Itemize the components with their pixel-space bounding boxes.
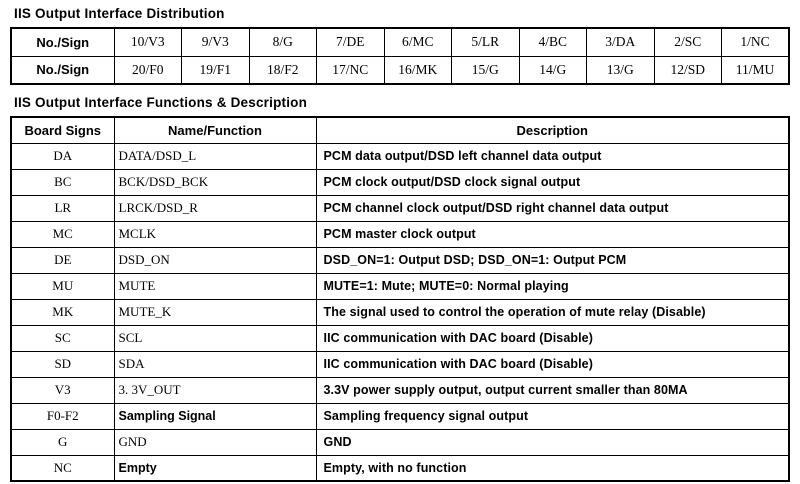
board-sign-cell: BC (11, 169, 114, 195)
functions-header-row (11, 117, 789, 143)
pin-cell: 15/G (452, 56, 520, 84)
name-function-cell: DSD_ON (114, 247, 316, 273)
board-sign-cell: MC (11, 221, 114, 247)
distribution-table (10, 27, 790, 85)
function-row (11, 429, 789, 455)
description-cell: PCM clock output/DSD clock signal output (316, 169, 789, 195)
name-function-cell: Empty (114, 455, 316, 481)
pin-cell: 17/NC (317, 56, 385, 84)
name-function-cell: 3. 3V_OUT (114, 377, 316, 403)
description-cell: IIC communication with DAC board (Disable) (316, 351, 789, 377)
pin-cell: 18/F2 (249, 56, 317, 84)
description-cell: PCM channel clock output/DSD right channel data output (316, 195, 789, 221)
description-cell: PCM data output/DSD left channel data output (316, 143, 789, 169)
pin-cell: 13/G (587, 56, 655, 84)
function-row (11, 377, 789, 403)
functions-table (10, 116, 790, 482)
distribution-table-body (11, 28, 789, 84)
function-row (11, 273, 789, 299)
function-row (11, 169, 789, 195)
name-function-cell: SDA (114, 351, 316, 377)
name-function-cell: MUTE_K (114, 299, 316, 325)
pin-cell: 6/MC (384, 28, 452, 56)
function-row (11, 143, 789, 169)
pin-cell: 5/LR (452, 28, 520, 56)
row-label: No./Sign (11, 28, 114, 56)
board-sign-cell: NC (11, 455, 114, 481)
function-row (11, 455, 789, 481)
description-cell: Sampling frequency signal output (316, 403, 789, 429)
pin-cell: 12/SD (654, 56, 722, 84)
functions-table-body (11, 143, 789, 481)
board-sign-cell: V3 (11, 377, 114, 403)
description-cell: IIC communication with DAC board (Disable) (316, 325, 789, 351)
pin-cell: 10/V3 (114, 28, 182, 56)
board-sign-cell: MU (11, 273, 114, 299)
functions-title: IIS Output Interface Functions & Description (14, 95, 308, 110)
pin-cell: 8/G (249, 28, 317, 56)
description-cell: PCM master clock output (316, 221, 789, 247)
pin-cell: 20/F0 (114, 56, 182, 84)
description-cell: The signal used to control the operation of mute relay (Disable) (316, 299, 789, 325)
board-sign-cell: SC (11, 325, 114, 351)
pin-cell: 2/SC (654, 28, 722, 56)
function-row (11, 351, 789, 377)
pin-cell: 7/DE (317, 28, 385, 56)
description-cell: DSD_ON=1: Output DSD; DSD_ON=1: Output PCM (316, 247, 789, 273)
function-row (11, 299, 789, 325)
row-label: No./Sign (11, 56, 114, 84)
function-row (11, 195, 789, 221)
name-function-cell: MCLK (114, 221, 316, 247)
board-sign-cell: SD (11, 351, 114, 377)
description-cell: Empty, with no function (316, 455, 789, 481)
header-board-signs: Board Signs (11, 117, 114, 143)
pin-cell: 14/G (519, 56, 587, 84)
name-function-cell: GND (114, 429, 316, 455)
function-row (11, 325, 789, 351)
name-function-cell: Sampling Signal (114, 403, 316, 429)
board-sign-cell: LR (11, 195, 114, 221)
header-name-function: Name/Function (114, 117, 316, 143)
pin-cell: 1/NC (722, 28, 790, 56)
function-row (11, 403, 789, 429)
description-cell: 3.3V power supply output, output current smaller than 80MA (316, 377, 789, 403)
board-sign-cell: F0-F2 (11, 403, 114, 429)
description-cell: GND (316, 429, 789, 455)
pin-cell: 9/V3 (182, 28, 250, 56)
name-function-cell: BCK/DSD_BCK (114, 169, 316, 195)
pin-cell: 11/MU (722, 56, 790, 84)
distribution-row (11, 56, 789, 84)
function-row (11, 221, 789, 247)
pin-cell: 16/MK (384, 56, 452, 84)
name-function-cell: SCL (114, 325, 316, 351)
board-sign-cell: DA (11, 143, 114, 169)
description-cell: MUTE=1: Mute; MUTE=0: Normal playing (316, 273, 789, 299)
pin-cell: 4/BC (519, 28, 587, 56)
distribution-row (11, 28, 789, 56)
name-function-cell: MUTE (114, 273, 316, 299)
name-function-cell: LRCK/DSD_R (114, 195, 316, 221)
board-sign-cell: DE (11, 247, 114, 273)
pin-cell: 3/DA (587, 28, 655, 56)
header-description: Description (316, 117, 789, 143)
function-row (11, 247, 789, 273)
board-sign-cell: MK (11, 299, 114, 325)
board-sign-cell: G (11, 429, 114, 455)
pin-cell: 19/F1 (182, 56, 250, 84)
distribution-title: IIS Output Interface Distribution (14, 6, 225, 21)
name-function-cell: DATA/DSD_L (114, 143, 316, 169)
